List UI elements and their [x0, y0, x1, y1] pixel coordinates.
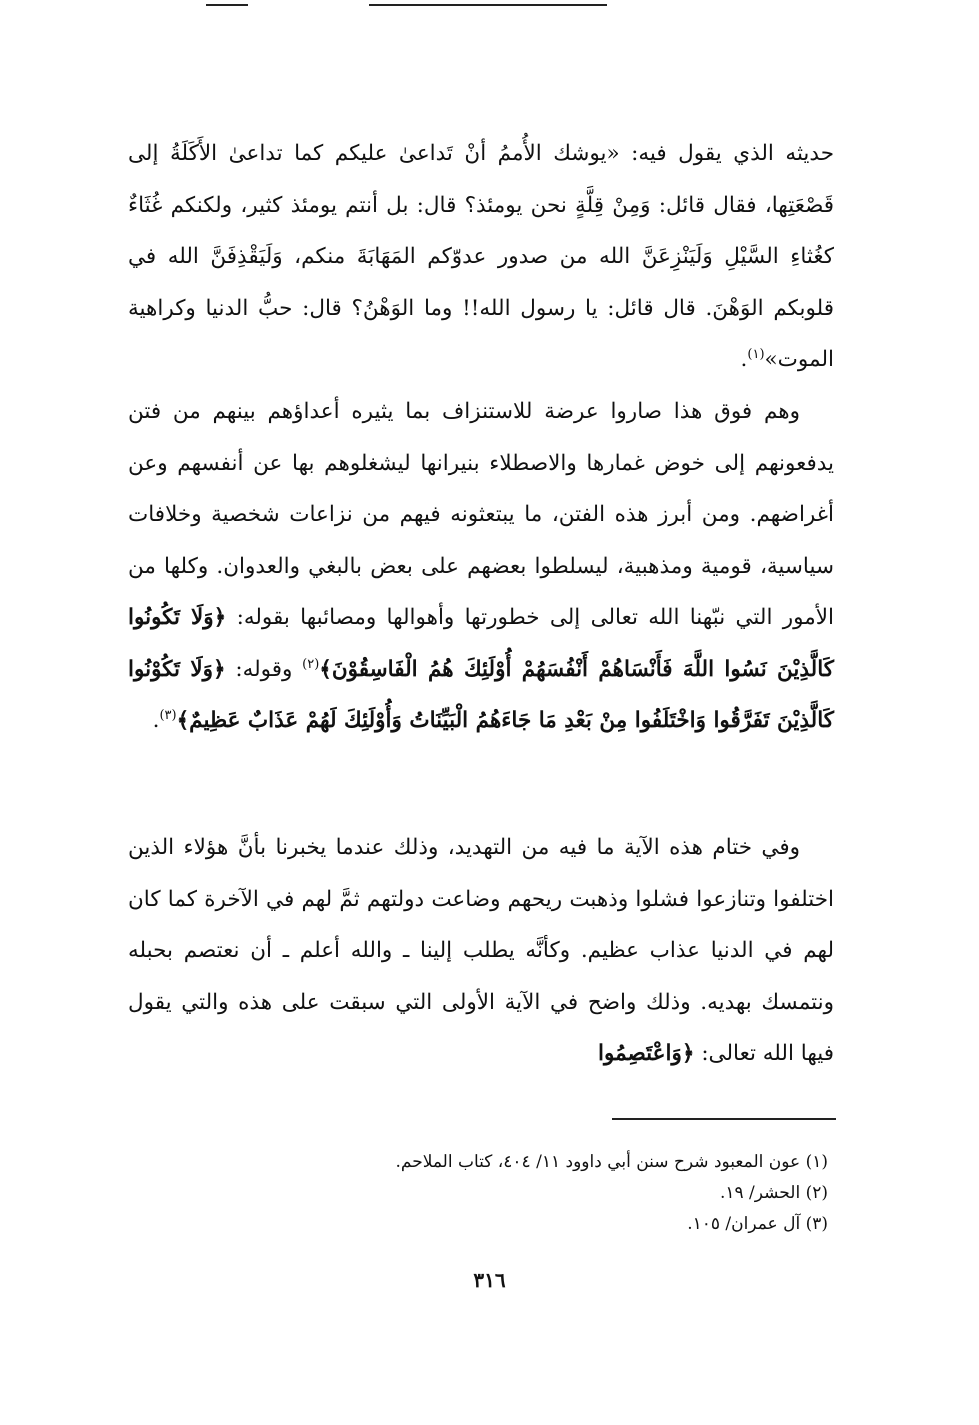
paragraph-fitan [128, 386, 834, 747]
paragraph-hadith [128, 128, 834, 386]
paragraph-text-connector: وقوله: [235, 656, 293, 682]
paragraph-conclusion [128, 822, 834, 1080]
page-number: ٣١٦ [473, 1268, 506, 1292]
header-rule-right [369, 4, 607, 6]
paragraph-text: حديثه الذي يقول فيه: «يوشك الأُممُ أنْ تَداعىٰ عليكم كما تداعىٰ الأَكَلَةُ إلى قَصْعَتِها، فقال قائل: وَمِنْ قِلَّةٍ نحن يومئذ؟ قال: بل أنتم يومئذ كثير، ولكنكم غُثَاءٌ كغُثاءِ السَّيْلِ وَلَيَنْزِعَنَّ الله من صدور عدوّكم المَهَابَةَ منكم، وَلَيَقْذِفَنَّ الله في قلوبكم الوَهْنَ. قال قائل: يا رسول الله!! وما الوَهْنُ؟ قال: حبُّ الدنيا وكراهية الموت» [128, 141, 834, 372]
footnote-separator [612, 1118, 836, 1120]
footnote-2: (٢) الحشر/ ١٩. [719, 1183, 828, 1203]
footnote-ref-1[interactable]: (١) [747, 346, 765, 362]
footnotes [128, 1147, 828, 1240]
paragraph-text: وفي ختام هذه الآية ما فيه من التهديد، وذلك عندما يخبرنا بأنَّ هؤلاء الذين اختلفوا وتنازعوا فشلوا وذهبت ريحهم وضاعت دولتهم ثمَّ لهم في الآخرة كما كان لهم في الدنيا عذاب عظيم. وكأنَّه يطلب إلينا ـ والله أعلم ـ أن نعتصم بحبله ونتمسك بهديه. وذلك واضح في الآية الأولى التي سبقت على هذه والتي يقول فيها الله تعالى: [128, 835, 834, 1066]
quran-verse-itisam: ﴿وَاعْتَصِمُوا [598, 1041, 695, 1066]
header-rule-left [206, 4, 248, 6]
paragraph-text: وهم فوق هذا صاروا عرضة للاستنزاف بما يثيره أعداؤهم بينهم من فتن يدفعونهم إلى خوض غمارها والاصطلاء بنيرانها ليشغلوهم بها عن أنفسهم وعن أغراضهم. ومن أبرز هذه الفتن، ما يبتعثونه فيهم من نزاعات شخصية وخلافات سياسية، قومية ومذهبية، ليسلطوا بعضهم على بعض بالبغي والعدوان. وكلها من الأمور التي نبّهنا الله تعالى إلى خطورتها وأهوالها ومصائبها بقوله: [128, 399, 834, 630]
quran-verse-hashr: ﴿وَلَا تَكُونُوا كَالَّذِيْنَ نَسُوا اللَّهَ فَأَنْسَاهُمْ أَنْفُسَهُمْ أُوْلَئِكَ هُمُ الْفَاسِقُوْنَ﴾ [128, 605, 834, 682]
footnote-3: (٣) آل عمران/ ١٠٥. [687, 1214, 828, 1234]
paragraph-end: . [152, 708, 160, 733]
footnote-1: (١) عون المعبود شرح سنن أبي داوود ١١/ ٤٠٤، كتاب الملاحم. [395, 1152, 828, 1172]
footnote-ref-3[interactable]: (٣) [159, 707, 177, 723]
quran-verse-al-imran: ﴿وَلَا تَكُوْنُوا كَالَّذِيْنَ تَفَرَّقُوا وَاخْتَلَفُوا مِنْ بَعْدِ مَا جَاءَهُمُ الْبَيِّنَاتُ وَأُوْلَئِكَ لَهُمْ عَذَابٌ عَظِيمٌ﴾ [128, 656, 834, 733]
footnote-ref-2[interactable]: (٢) [302, 656, 320, 672]
paragraph-end: . [740, 347, 748, 372]
